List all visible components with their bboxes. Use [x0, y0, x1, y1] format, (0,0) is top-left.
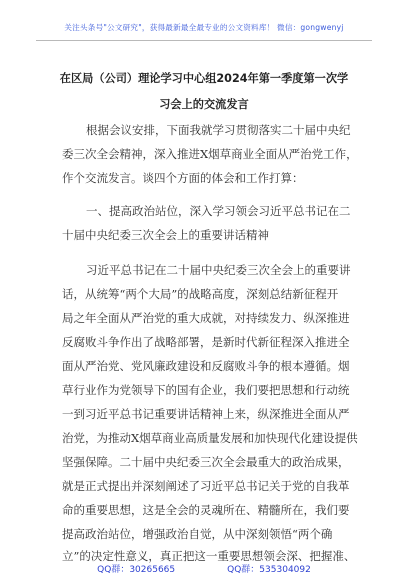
body-line: 治党，为推动X烟草商业高质量发展和加快现代化建设提供: [62, 431, 358, 445]
body-line: 命的重要思想，这是全会的灵魂所在、精髓所在，我们要: [62, 503, 350, 517]
section-heading-line: 十届中央纪委三次全会上的重要讲话精神: [62, 228, 269, 242]
body-line: 作个交流发言。谈四个方面的体会和工作打算：: [62, 171, 304, 185]
document-title: [40, 66, 368, 118]
body-line: 反腐败斗争作出了战略部署，是新时代新征程深入推进全: [62, 335, 350, 349]
header-banner: 关注头条号"公文研究"，获得最新最全最专业的公文资料库！ 微信：gongwenyj: [64, 23, 344, 32]
body-line: 提高政治站位，增强政治自觉，从中深刻领悟“两个确: [62, 527, 333, 541]
body-line: 委三次全会精神，深入推进X烟草商业全面从严治党工作，: [62, 147, 358, 161]
body-line: 草行业作为党领导下的国有企业，我们要把思想和行动统: [62, 383, 350, 397]
body-line: 习近平总书记在二十届中央纪委三次全会上的重要讲: [86, 263, 351, 277]
footer-qq-group-2: QQ群：535304092: [227, 565, 311, 575]
section-heading-line: 一、提高政治站位，深入学习领会习近平总书记在二: [86, 204, 351, 218]
footer-qq-group-1: QQ群：30265665: [97, 565, 176, 575]
body-line: 就是正式提出并深刻阐述了习近平总书记关于党的自我革: [62, 479, 350, 493]
body-line: 立”的决定性意义，真正把这一重要思想领会深、把握准、: [62, 549, 356, 563]
document-title-line: 在区局（公司）理论学习中心组2024年第一季度第一次学: [59, 72, 349, 85]
document-title-line: 习会上的交流发言: [159, 98, 249, 111]
body-line: 话，从统筹“两个大局”的战略高度，深刻总结新征程开: [62, 287, 339, 301]
body-line: 局之年全面从严治党的重大成就，对持续发力、纵深推进: [62, 311, 350, 325]
body-line: 根据会议安排，下面我就学习贯彻落实二十届中央纪: [86, 123, 351, 137]
footer-contact: [0, 562, 408, 575]
body-line: 坚强保障。二十届中央纪委三次全会最重大的政治成果，: [62, 455, 350, 469]
header-divider: [36, 40, 372, 41]
body-line: 面从严治党、党风廉政建设和反腐败斗争的根本遵循。烟: [62, 359, 350, 373]
body-line: 一到习近平总书记重要讲话精神上来，纵深推进全面从严: [62, 407, 350, 421]
